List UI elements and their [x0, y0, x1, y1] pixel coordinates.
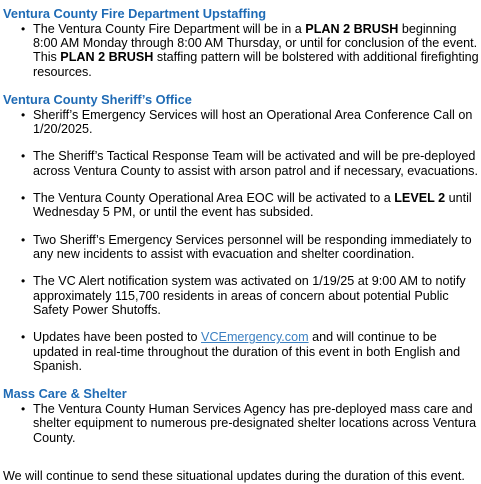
- section-heading: Ventura County Sheriff’s Office: [3, 92, 192, 108]
- plan-level: PLAN 2 BRUSH: [60, 50, 154, 65]
- bullet-list: [3, 22, 481, 80]
- bullet-list: [3, 402, 481, 445]
- eoc-level: LEVEL 2: [394, 191, 446, 206]
- plan-level: PLAN 2 BRUSH: [305, 21, 399, 36]
- list-item: [33, 22, 481, 80]
- list-item: • Two Sheriff’s Emergency Services personnel will be responding immediately to any new incidents to assist with evacuation and shelter coordination.: [33, 233, 481, 262]
- list-item: • Sheriff’s Emergency Services will host an Operational Area Conference Call on 1/20/2025.: [33, 108, 481, 137]
- item-text: The Ventura County Fire Department will be in a: [33, 21, 306, 36]
- item-text: The Ventura County Operational Area EOC will be activated to a: [33, 191, 395, 206]
- sheriff-section: [3, 93, 481, 373]
- list-item: • The Ventura County Human Services Agency has pre-deployed mass care and shelter equipment to numerous pre-designated shelter locations across Ventura County.: [33, 402, 481, 445]
- list-item: [33, 191, 481, 220]
- item-text: until Wednesday 5 PM, or until the event has subsided.: [33, 191, 472, 220]
- mass-care-section: [3, 387, 481, 445]
- closing-statement: We will continue to send these situational updates during the duration of this event.: [3, 469, 465, 484]
- bullet-list: [3, 108, 481, 374]
- list-item: • The VC Alert notification system was activated on 1/19/25 at 9:00 AM to notify approximately 115,700 residents in areas of concern about potential Public Safety Power Shutoffs.: [33, 274, 481, 317]
- vcemergency-link[interactable]: VCEmergency.com: [201, 330, 309, 345]
- list-item: • The Sheriff’s Tactical Response Team will be activated and will be pre-deployed across Ventura County to assist with arson patrol and if necessary, evacuations.: [33, 149, 481, 178]
- item-text: staffing pattern will be bolstered with additional firefighting resources.: [33, 50, 479, 79]
- item-text: beginning 8:00 AM Monday through 8:00 AM Thursday, or until for conclusion of the event. This: [33, 21, 478, 65]
- section-heading: Mass Care & Shelter: [3, 386, 127, 402]
- item-text: Updates have been posted to: [33, 330, 202, 345]
- item-text: and will continue to be updated in real-time throughout the duration of this event in both English and Spanish.: [33, 330, 461, 374]
- fire-department-section: [3, 7, 481, 79]
- list-item: [33, 330, 481, 373]
- section-heading: Ventura County Fire Department Upstaffing: [3, 6, 267, 21]
